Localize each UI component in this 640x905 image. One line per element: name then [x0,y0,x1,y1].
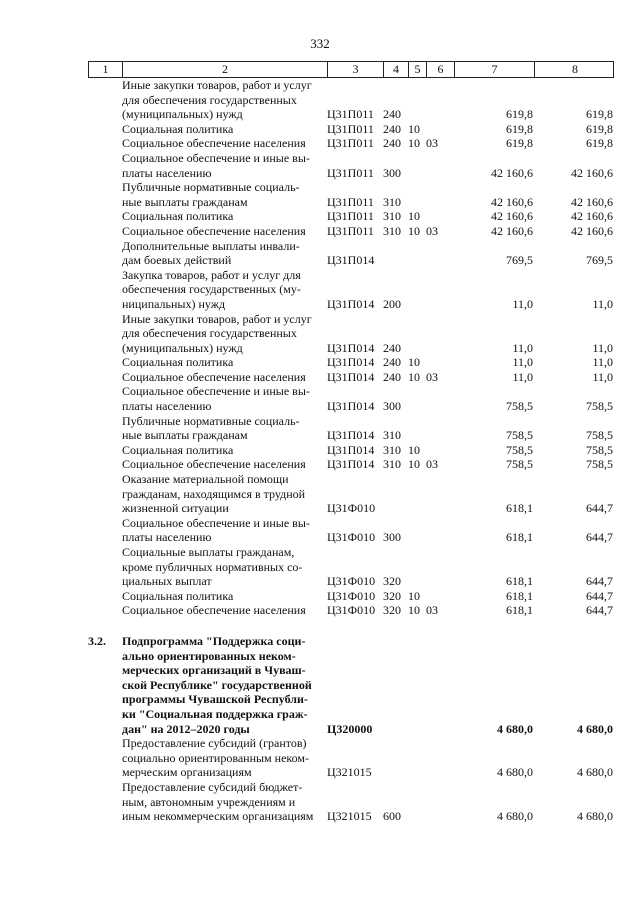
description-line: Социальное обеспечение населения [122,457,306,472]
section-code: 10 [408,588,420,603]
expense-type: 240 [383,107,401,122]
target-code: Ц31П014 [327,457,375,472]
description-line: ки "Социальная поддержка граж- [122,706,308,721]
description-line: платы населению [122,399,212,414]
description-line: ской Республике" государственной [122,677,312,692]
table-row [88,122,614,137]
expense-type: 240 [383,121,401,136]
budget-table [88,61,614,824]
description-line: Социальная политика [122,355,234,370]
target-code: Ц31П011 [327,194,374,209]
expense-type: 310 [383,194,401,209]
amount-year-1: 619,8 [506,107,533,122]
amount-year-1: 618,1 [506,588,533,603]
description-line: мерческих организаций в Чуваш- [122,663,306,678]
expense-type: 240 [383,340,401,355]
amount-year-2: 42 160,6 [571,194,613,209]
row-description [122,780,327,824]
table-row [88,443,614,458]
row-description [122,151,327,180]
amount-year-2: 644,7 [586,603,613,618]
page-number: 332 [310,36,330,51]
expense-type: 310 [383,428,401,443]
amount-year-1: 42 160,6 [491,209,533,224]
section-code: 10 [408,209,420,224]
description-line: Социальная политика [122,209,234,224]
amount-year-1: 4 680,0 [497,765,533,780]
description-line: мерческим организациям [122,765,252,780]
target-code: Ц31П011 [327,165,374,180]
section-code: 10 [408,136,420,151]
row-description [122,312,327,356]
description-line: кроме публичных нормативных со- [122,559,303,574]
subsection-code: 03 [426,223,438,238]
expense-type: 200 [383,296,401,311]
description-line: ные выплаты гражданам [122,194,248,209]
description-line: ным, автономным учреждениям и [122,794,296,809]
description-line: Социальное обеспечение населения [122,223,306,238]
table-row [88,516,614,545]
expense-type: 600 [383,809,401,824]
description-line: Социальное обеспечение и иные вы- [122,150,310,165]
amount-year-1: 619,8 [506,121,533,136]
target-code: Ц31Ф010 [327,530,376,545]
target-code: Ц31П014 [327,369,375,384]
description-line: Социальные выплаты гражданам, [122,545,295,559]
description-line: Социальное обеспечение и иные вы- [122,515,310,530]
target-code: Ц31П011 [327,136,374,151]
amount-year-2: 4 680,0 [577,765,613,780]
amount-year-1: 618,1 [506,530,533,545]
description-line: Публичные нормативные социаль- [122,180,300,195]
table-row [88,472,614,516]
description-line: гражданам, находящимся в трудной [122,486,306,501]
row-description [122,180,327,209]
amount-year-1: 758,5 [506,428,533,443]
amount-year-1: 619,8 [506,136,533,151]
table-row [88,589,614,604]
table-row [88,545,614,589]
amount-year-2: 11,0 [592,340,613,355]
table-row [88,780,614,824]
amount-year-2: 758,5 [586,428,613,443]
amount-year-1: 758,5 [506,457,533,472]
amount-year-1: 758,5 [506,442,533,457]
description-line: программы Чувашской Республи- [122,692,308,707]
row-description [122,224,327,239]
description-line: платы населению [122,165,212,180]
row-description [122,545,327,589]
target-code: Ц31П014 [327,399,375,414]
section-code: 10 [408,369,420,384]
table-row [88,78,614,122]
amount-year-2: 4 680,0 [577,721,613,736]
row-description [122,736,327,780]
row-description [122,384,327,413]
row-description [122,589,327,604]
row-description [122,355,327,370]
subprogram-row [88,634,614,736]
amount-year-2: 11,0 [592,369,613,384]
description-line: Предоставление субсидий (грантов) [122,736,307,751]
description-line: иным некоммерческим организациям [122,809,314,824]
section-code: 10 [408,121,420,136]
table-row [88,355,614,370]
target-code: Ц31Ф010 [327,501,376,516]
subsection-code: 03 [426,136,438,151]
expense-type: 320 [383,574,401,589]
row-number: 3.2. [88,633,106,648]
section-code: 10 [408,223,420,238]
header-cell-2: 2 [123,62,328,77]
table-row [88,370,614,385]
amount-year-2: 769,5 [586,253,613,268]
row-description [122,209,327,224]
target-code: Ц31П014 [327,355,375,370]
amount-year-2: 42 160,6 [571,209,613,224]
amount-year-1: 769,5 [506,253,533,268]
target-code: Ц31Ф010 [327,603,376,618]
header-cell-4: 4 [384,62,409,77]
subsection-code: 03 [426,369,438,384]
target-code: Ц31Ф010 [327,588,376,603]
description-line: Подпрограмма "Поддержка соци- [122,633,306,648]
description-line: (муниципальных) нужд [122,340,243,355]
amount-year-2: 644,7 [586,530,613,545]
amount-year-1: 618,1 [506,603,533,618]
amount-year-2: 758,5 [586,442,613,457]
header-cell-6: 6 [427,62,455,77]
table-row [88,268,614,312]
row-description [122,457,327,472]
table-row [88,224,614,239]
target-code: Ц31П011 [327,121,374,136]
section-code: 10 [408,457,420,472]
table-row [88,136,614,151]
description-line: Закупка товаров, работ и услуг для [122,267,301,282]
amount-year-1: 618,1 [506,574,533,589]
amount-year-2: 4 680,0 [577,809,613,824]
header-cell-8: 8 [572,62,578,76]
table-body-continued [88,736,614,824]
description-line: (муниципальных) нужд [122,107,243,122]
row-description [122,516,327,545]
row-description [122,634,327,736]
expense-type: 240 [383,355,401,370]
expense-type: 300 [383,165,401,180]
table-header [88,61,614,78]
description-line: Социальное обеспечение населения [122,603,306,618]
description-line: Дополнительные выплаты инвали- [122,238,300,253]
header-cell-1: 1 [89,62,123,77]
description-line: циальных выплат [122,574,212,589]
target-code: Ц31Ф010 [327,574,376,589]
target-code: Ц31П014 [327,253,375,268]
amount-year-1: 11,0 [512,369,533,384]
expense-type: 310 [383,223,401,238]
expense-type: 310 [383,442,401,457]
amount-year-1: 4 680,0 [497,721,533,736]
amount-year-2: 42 160,6 [571,165,613,180]
subprogram-section [88,634,614,736]
target-code: Ц320000 [327,721,373,736]
description-line: Иные закупки товаров, работ и услуг [122,78,312,92]
amount-year-1: 758,5 [506,399,533,414]
amount-year-2: 619,8 [586,107,613,122]
table-row [88,151,614,180]
description-line: дам боевых действий [122,253,232,268]
description-line: Социальное обеспечение населения [122,136,306,151]
target-code: Ц31П011 [327,223,374,238]
amount-year-1: 42 160,6 [491,223,533,238]
amount-year-2: 619,8 [586,136,613,151]
description-line: ные выплаты гражданам [122,428,248,443]
target-code: Ц31П014 [327,428,375,443]
description-line: Предоставление субсидий бюджет- [122,779,303,794]
expense-type: 310 [383,209,401,224]
description-line: ниципальных) нужд [122,296,226,311]
description-line: платы населению [122,530,212,545]
header-cell-7: 7 [455,62,535,77]
amount-year-1: 42 160,6 [491,194,533,209]
expense-type: 240 [383,369,401,384]
header-cell-3: 3 [328,62,384,77]
row-description [122,136,327,151]
description-line: для обеспечения государственных [122,326,297,341]
amount-year-1: 4 680,0 [497,809,533,824]
amount-year-2: 758,5 [586,399,613,414]
table-body [88,78,614,618]
amount-year-2: 644,7 [586,574,613,589]
table-row [88,457,614,472]
target-code: Ц31П011 [327,209,374,224]
description-line: Иные закупки товаров, работ и услуг [122,311,312,326]
expense-type: 310 [383,457,401,472]
target-code: Ц321015 [327,809,372,824]
row-description [122,414,327,443]
amount-year-1: 618,1 [506,501,533,516]
table-row [88,180,614,209]
description-line: Социальное обеспечение и иные вы- [122,384,310,399]
amount-year-1: 11,0 [512,340,533,355]
row-description [122,370,327,385]
target-code: Ц31П011 [327,107,374,122]
table-row [88,603,614,618]
table-row [88,414,614,443]
description-line: дан" на 2012–2020 годы [122,721,250,736]
description-line: обеспечения государственных (му- [122,282,301,297]
table-row [88,736,614,780]
amount-year-2: 11,0 [592,296,613,311]
table-row [88,239,614,268]
description-line: для обеспечения государственных [122,92,297,107]
row-description [122,472,327,516]
section-code: 10 [408,442,420,457]
subsection-code: 03 [426,457,438,472]
row-description [122,239,327,268]
table-row [88,384,614,413]
target-code: Ц31П014 [327,340,375,355]
target-code: Ц31П014 [327,442,375,457]
amount-year-1: 11,0 [512,296,533,311]
amount-year-1: 42 160,6 [491,165,533,180]
row-description [122,443,327,458]
amount-year-2: 11,0 [592,355,613,370]
description-line: Социальное обеспечение населения [122,369,306,384]
table-row [88,312,614,356]
row-description [122,78,327,122]
description-line: Социальная политика [122,588,234,603]
row-description [122,122,327,137]
expense-type: 320 [383,588,401,603]
amount-year-1: 11,0 [512,355,533,370]
description-line: Публичные нормативные социаль- [122,413,300,428]
description-line: Оказание материальной помощи [122,472,289,487]
expense-type: 300 [383,399,401,414]
expense-type: 320 [383,603,401,618]
description-line: Социальная политика [122,121,234,136]
section-code: 10 [408,603,420,618]
target-code: Ц321015 [327,765,372,780]
description-line: жизненной ситуации [122,501,229,516]
amount-year-2: 644,7 [586,588,613,603]
amount-year-2: 644,7 [586,501,613,516]
description-line: Социальная политика [122,442,234,457]
header-cell-5: 5 [409,62,427,77]
amount-year-2: 42 160,6 [571,223,613,238]
expense-type: 300 [383,530,401,545]
amount-year-2: 758,5 [586,457,613,472]
target-code: Ц31П014 [327,296,375,311]
description-line: социально ориентированным неком- [122,750,309,765]
table-row [88,209,614,224]
amount-year-2: 619,8 [586,121,613,136]
subsection-code: 03 [426,603,438,618]
section-spacer [88,618,614,634]
description-line: ально ориентированных неком- [122,648,296,663]
row-description [122,603,327,618]
row-description [122,268,327,312]
section-code: 10 [408,355,420,370]
expense-type: 240 [383,136,401,151]
